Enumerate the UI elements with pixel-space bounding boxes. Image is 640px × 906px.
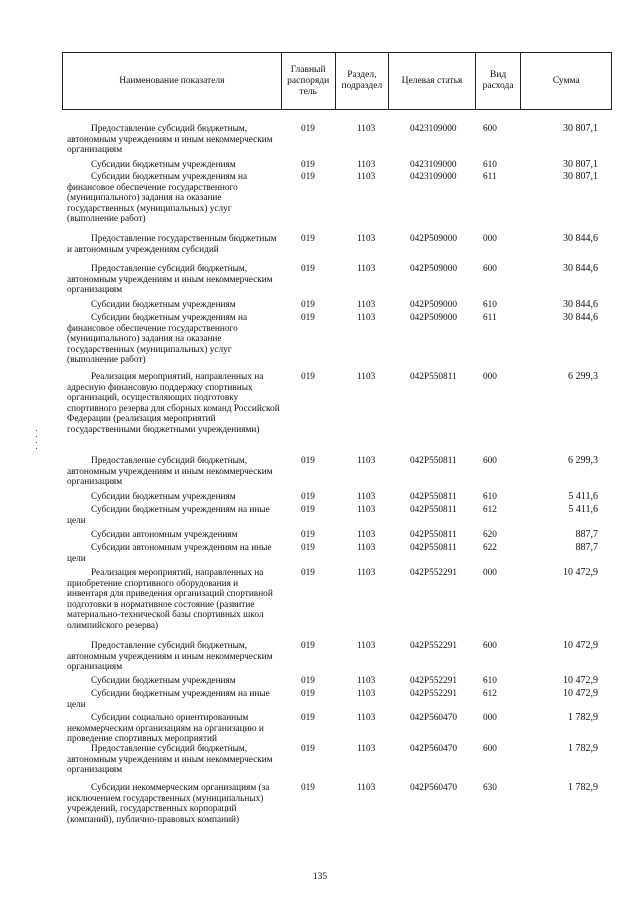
row-name: Предоставление государственным бюджетным и автономным учреждениям субсидий (67, 234, 277, 255)
row-statya: 042P550811 (410, 492, 457, 502)
row-name: Реализация мероприятий, направленных на адресную финансовую поддержку спортивных организаций, осуществляющих подготовку спортивного резерва для сборных команд Российской Федерации (реализация мероприятий государственными бюджетными учреждениями) (67, 372, 280, 435)
row-vid: 622 (483, 543, 497, 553)
row-vid: 600 (483, 264, 497, 274)
row-summa: 30 844,6 (563, 312, 598, 323)
row-vid: 600 (483, 744, 497, 754)
row-statya: 0423109000 (410, 124, 457, 134)
row-summa: 30 807,1 (563, 171, 598, 182)
row-summa: 30 807,1 (563, 159, 598, 170)
row-razdel: 1103 (357, 783, 376, 793)
row-name: Субсидии социально ориентированным некоммерческим организациям на организацию и проведение спортивных мероприятий (67, 713, 264, 745)
row-grbs: 019 (301, 234, 315, 244)
row-name: Предоставление субсидий бюджетным, автономным учреждениям и иным некоммерческим организациям (67, 744, 273, 776)
row-vid: 630 (483, 783, 497, 793)
row-statya: 042P560470 (410, 744, 458, 754)
row-grbs: 019 (301, 456, 315, 466)
row-vid: 000 (483, 234, 497, 244)
row-razdel: 1103 (357, 372, 376, 382)
row-vid: 610 (483, 492, 497, 502)
row-grbs: 019 (301, 689, 315, 699)
row-statya: 042P509000 (410, 264, 458, 274)
row-vid: 611 (483, 313, 497, 323)
row-grbs: 019 (301, 124, 315, 134)
row-statya: 042P550811 (410, 543, 457, 553)
row-razdel: 1103 (357, 713, 376, 723)
row-name: Предоставление субсидий бюджетным, автономным учреждениям и иным некоммерческим организациям (67, 124, 273, 156)
row-name: Предоставление субсидий бюджетным, автономным учреждениям и иным некоммерческим организациям (67, 456, 273, 488)
header-vid: Вид расхода (476, 53, 522, 109)
row-razdel: 1103 (357, 160, 376, 170)
row-razdel: 1103 (357, 456, 376, 466)
row-razdel: 1103 (357, 313, 376, 323)
row-statya: 042P552291 (410, 568, 458, 578)
row-vid: 600 (483, 124, 497, 134)
row-grbs: 019 (301, 372, 315, 382)
row-name: Субсидии бюджетным учреждениям на финансовое обеспечение государственного (муниципального) задания на оказание государственных (муниципальных) услуг (выполнение работ) (67, 172, 248, 225)
row-grbs: 019 (301, 492, 315, 502)
row-vid: 000 (483, 372, 497, 382)
row-statya: 042P560470 (410, 783, 458, 793)
row-summa: 6 299,3 (568, 371, 598, 382)
row-summa: 10 472,9 (563, 640, 598, 651)
row-vid: 620 (483, 530, 497, 540)
row-name: Субсидии бюджетным учреждениям на иные цели (67, 505, 270, 526)
row-statya: 042P552291 (410, 689, 458, 699)
row-summa: 10 472,9 (563, 567, 598, 578)
row-name: Субсидии бюджетным учреждениям (91, 492, 236, 502)
row-name: Реализация мероприятий, направленных на приобретение спортивного оборудования и инвентаря для приведения организаций спортивной подготовки в нормативное состояние (развитие материально-технической базы спортивных школ олимпийского резерва) (67, 568, 273, 631)
row-name: Предоставление субсидий бюджетным, автономным учреждениям и иным некоммерческим организациям (67, 264, 273, 296)
row-grbs: 019 (301, 160, 315, 170)
row-statya: 042P550811 (410, 530, 457, 540)
row-name: Субсидии некоммерческим организациям (за исключением государственных (муниципальных) учреждений, государственных корпораций (компаний), публично-правовых компаний) (67, 783, 270, 825)
row-summa: 887,7 (575, 529, 598, 540)
row-summa: 1 782,9 (568, 712, 598, 723)
row-razdel: 1103 (357, 744, 376, 754)
row-name: Субсидии бюджетным учреждениям (91, 676, 236, 686)
header-razdel: Раздел, подраздел (336, 53, 390, 109)
row-razdel: 1103 (357, 492, 376, 502)
row-vid: 000 (483, 713, 497, 723)
row-grbs: 019 (301, 264, 315, 274)
row-name: Субсидии автономным учреждениям на иные цели (67, 543, 272, 564)
row-grbs: 019 (301, 543, 315, 553)
row-statya: 042P552291 (410, 641, 458, 651)
row-summa: 6 299,3 (568, 455, 598, 466)
row-grbs: 019 (301, 530, 315, 540)
row-statya: 042P560470 (410, 713, 458, 723)
row-vid: 600 (483, 456, 497, 466)
row-statya: 042P552291 (410, 676, 458, 686)
header-name: Наименование показателя (63, 53, 282, 109)
row-razdel: 1103 (357, 543, 376, 553)
row-name: Субсидии бюджетным учреждениям (91, 160, 236, 170)
row-grbs: 019 (301, 505, 315, 515)
row-name: Субсидии автономным учреждениям (91, 530, 238, 540)
row-vid: 612 (483, 689, 497, 699)
row-vid: 610 (483, 300, 497, 310)
row-summa: 30 844,6 (563, 233, 598, 244)
row-summa: 10 472,9 (563, 688, 598, 699)
row-grbs: 019 (301, 568, 315, 578)
row-razdel: 1103 (357, 300, 376, 310)
row-statya: 0423109000 (410, 172, 457, 182)
row-vid: 610 (483, 676, 497, 686)
row-name: Субсидии бюджетным учреждениям (91, 300, 236, 310)
row-grbs: 019 (301, 300, 315, 310)
row-vid: 610 (483, 160, 497, 170)
row-razdel: 1103 (357, 124, 376, 134)
row-name: Субсидии бюджетным учреждениям на финансовое обеспечение государственного (муниципального) задания на оказание государственных (муниципальных) услуг (выполнение работ) (67, 313, 248, 366)
row-vid: 611 (483, 172, 497, 182)
header-statya: Целевая статья (389, 53, 476, 109)
row-name: Предоставление субсидий бюджетным, автономным учреждениям и иным некоммерческим организациям (67, 641, 273, 673)
row-vid: 000 (483, 568, 497, 578)
row-summa: 887,7 (575, 542, 598, 553)
row-grbs: 019 (301, 172, 315, 182)
header-glavny: Главный распоряди тель (282, 53, 336, 109)
header-summa: Сумма (552, 75, 580, 86)
row-razdel: 1103 (357, 264, 376, 274)
row-grbs: 019 (301, 713, 315, 723)
row-statya: 042P550811 (410, 372, 457, 382)
row-razdel: 1103 (357, 505, 376, 515)
row-statya: 042P509000 (410, 313, 458, 323)
row-razdel: 1103 (357, 530, 376, 540)
row-vid: 600 (483, 641, 497, 651)
row-grbs: 019 (301, 676, 315, 686)
row-summa: 10 472,9 (563, 675, 598, 686)
row-grbs: 019 (301, 783, 315, 793)
row-razdel: 1103 (357, 676, 376, 686)
row-summa: 30 844,6 (563, 263, 598, 274)
row-razdel: 1103 (357, 234, 376, 244)
row-statya: 042P550811 (410, 505, 457, 515)
row-vid: 612 (483, 505, 497, 515)
row-name: Субсидии бюджетным учреждениям на иные цели (67, 689, 270, 710)
row-summa: 5 411,6 (568, 504, 598, 515)
row-summa: 5 411,6 (568, 491, 598, 502)
row-summa: 1 782,9 (568, 782, 598, 793)
row-grbs: 019 (301, 744, 315, 754)
row-razdel: 1103 (357, 641, 376, 651)
row-statya: 0423109000 (410, 160, 457, 170)
row-summa: 30 844,6 (563, 299, 598, 310)
page-number: 135 (312, 872, 328, 882)
row-statya: 042P509000 (410, 300, 458, 310)
row-razdel: 1103 (357, 172, 376, 182)
row-statya: 042P550811 (410, 456, 457, 466)
row-grbs: 019 (301, 313, 315, 323)
row-summa: 1 782,9 (568, 743, 598, 754)
row-grbs: 019 (301, 641, 315, 651)
row-razdel: 1103 (357, 689, 376, 699)
row-summa: 30 807,1 (563, 123, 598, 134)
row-razdel: 1103 (357, 568, 376, 578)
row-statya: 042P509000 (410, 234, 458, 244)
